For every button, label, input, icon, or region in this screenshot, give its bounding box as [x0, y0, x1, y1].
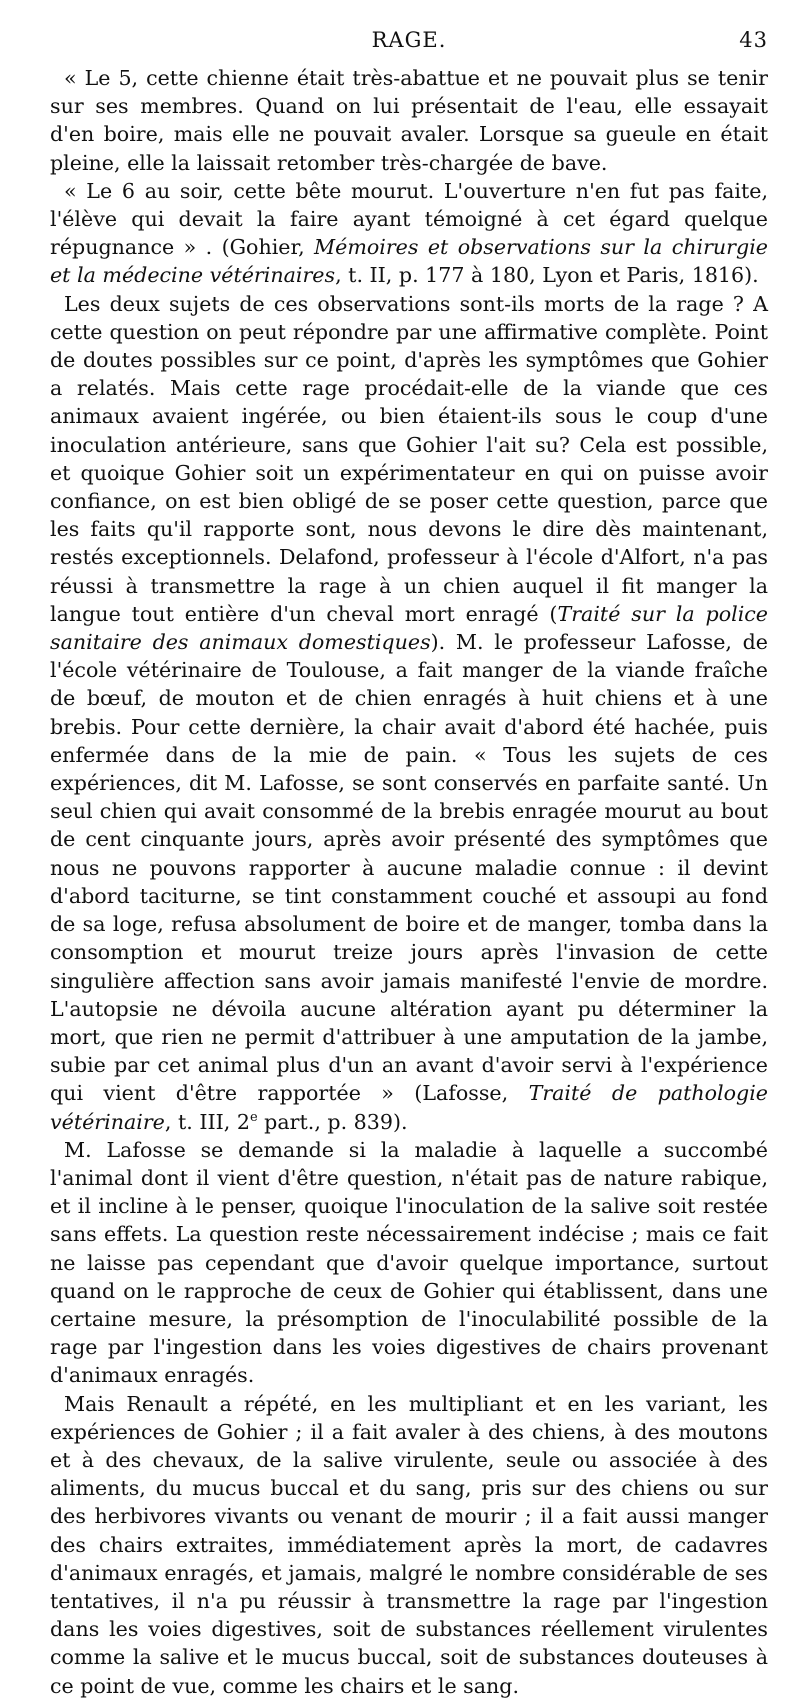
body-text: [50, 64, 768, 1700]
text-run: ). M. le professeur Lafosse, de l'école vétérinaire de Toulouse, a fait manger de la viande fraîche de bœuf, de mouton et de chien enragés à huit chiens et à une brebis. Pour cette dernière, la chair avait d'abord été hachée, puis enfermée dans de la mie de pain. « Tous les sujets de ces expériences, dit M. Lafosse, se sont conservés en parfaite santé. Un seul chien qui avait consommé de la brebis enragée mourut au bout de cent cinquante jours, après avoir présenté des symptômes que nous ne pouvons rapporter à aucune maladie connue : il devint d'abord taciturne, se tint constamment couché et assoupi au fond de sa loge, refusa absolument de boire et de manger, tomba dans la consomption et mourut treize jours après l'invasion de cette singulière affection sans avoir jamais manifesté l'envie de mordre. L'autopsie ne dévoila aucune altération ayant pu déterminer la mort, que rien ne permit d'attribuer à une amputation de la jambe, subie par cet animal plus d'un an avant d'avoir servi à l'expérience qui vient d'être rapportée » (Lafosse,: [50, 630, 768, 1106]
text-run: « Le 5, cette chienne était très-abattue et ne pouvait plus se tenir sur ses membres. Quand on lui présentait de l'eau, elle essayait d'en boire, mais elle ne pouvait avaler. Lorsque sa gueule en était pleine, elle la laissait retomber très-chargée de bave.: [50, 66, 768, 175]
text-run: M. Lafosse se demande si la maladie à laquelle a succombé l'animal dont il vient d'être question, n'était pas de nature rabique, et il incline à le penser, quoique l'inoculation de la salive soit restée sans effets. La question reste nécessairement indécise ; mais ce fait ne laisse pas cependant que d'avoir quelque importance, surtout quand on le rapproche de ceux de Gohier qui établissent, dans une certaine mesure, la présomption de l'inoculabilité possible de la rage par l'ingestion dans les voies digestives de chairs provenant d'animaux enragés.: [50, 1137, 768, 1388]
citation-title: Traité sur la police sanitaire des animaux domestiques: [50, 601, 768, 655]
paragraph-3: [50, 290, 768, 1136]
text-run: Mais Renault a répété, en les multipliant et en les variant, les expériences de Gohier ; il a fait avaler à des chiens, à des moutons et à des chevaux, de la salive virulente, seule ou associée à des aliments, du mucus buccal et du sang, pris sur des chiens ou sur des herbivores vivants ou venant de mourir ; il a fait aussi manger des chairs extraites, immédiatement après la mort, de cadavres d'animaux enragés, et jamais, malgré le nombre considérable de ses tentatives, il n'a pu réussir à transmettre la rage par l'ingestion dans les voies digestives, soit de substances réellement virulentes comme la salive et le mucus buccal, soit de substances douteuses à ce point de vue, comme les chairs et le sang.: [50, 1391, 768, 1698]
text-run: Les deux sujets de ces observations sont-ils morts de la rage ? A cette question on peut répondre par une affirmative complète. Point de doutes possibles sur ce point, d'après les symptômes que Gohier a relatés. Mais cette rage procédait-elle de la viande que ces animaux avaient ingérée, ou bien étaient-ils sous le coup d'une inoculation antérieure, sans que Gohier l'ait su? Cela est possible, et quoique Gohier soit un expérimentateur en qui on puisse avoir confiance, on est bien obligé de se poser cette question, parce que les faits qu'il rapporte sont, nous devons le dire dès maintenant, restés exceptionnels. Delafond, professeur à l'école d'Alfort, n'a pas réussi à transmettre la rage à un chien auquel il fit manger la langue tout entière d'un cheval mort enragé (: [50, 291, 768, 626]
paragraph-1: [50, 64, 768, 177]
superscript: e: [249, 1109, 258, 1125]
paragraph-5: [50, 1390, 768, 1700]
citation-title: Mémoires et observations sur la chirurgie et la médecine vétérinaires: [50, 235, 768, 288]
text-run: part., p. 839).: [257, 1109, 408, 1134]
text-run: , t. II, p. 177 à 180, Lyon et Paris, 1816).: [335, 263, 759, 288]
page-number: 43: [739, 28, 768, 52]
paragraph-2: [50, 177, 768, 290]
text-run: , t. III, 2: [164, 1109, 250, 1134]
citation-title: Traité de pathologie vétérinaire: [50, 1081, 768, 1134]
text-run: « Le 6 au soir, cette bête mourut. L'ouverture n'en fut pas faite, l'élève qui devait la faire ayant témoigné à cet égard quelque répugnance » . (Gohier,: [50, 178, 768, 260]
running-head: [50, 28, 768, 64]
book-page: [50, 28, 768, 1700]
running-title: RAGE.: [371, 28, 447, 52]
paragraph-4: [50, 1136, 768, 1390]
